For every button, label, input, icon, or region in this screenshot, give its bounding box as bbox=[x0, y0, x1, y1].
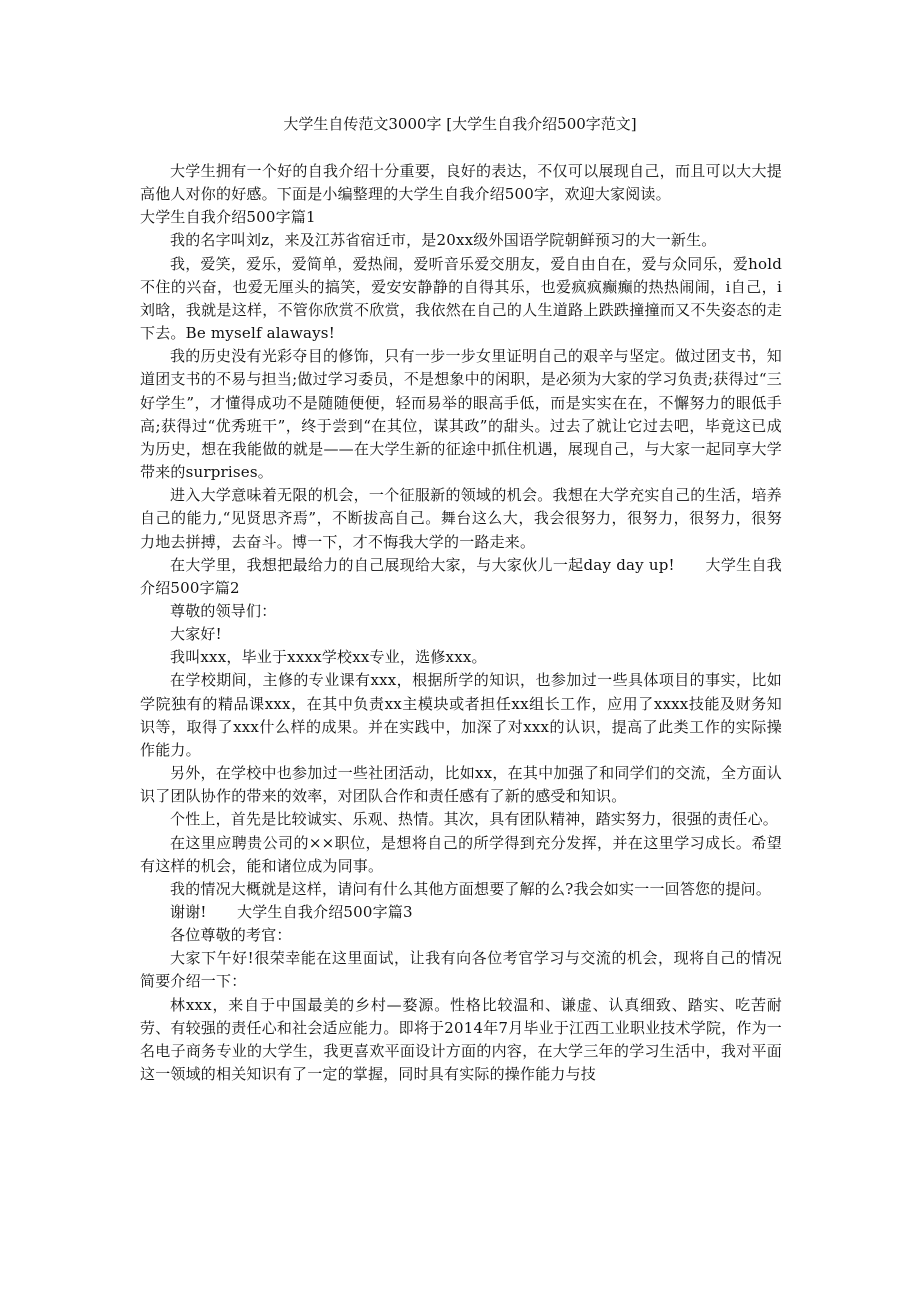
salutation: 各位尊敬的考官： bbox=[170, 926, 292, 945]
document-body bbox=[140, 160, 782, 1086]
paragraph: 进入大学意味着无限的机会，一个征服新的领域的机会。我想在大学充实自己的生活，培养自己的能力,“见贤思齐焉”，不断拔高自己。舞台这么大，我会很努力，很努力，很努力，很努力地去拼搏，去奋斗。博一下，才不悔我大学的一路走来。 bbox=[140, 486, 782, 551]
paragraph: 我的情况大概就是这样，请问有什么其他方面想要了解的么?我会如实一一回答您的提问。 bbox=[170, 879, 772, 898]
paragraph: 我的历史没有光彩夺目的修饰，只有一步一步女里证明自己的艰辛与坚定。做过团支书，知道团支书的不易与担当;做过学习委员，不是想象中的闲职，是必须为大家的学习负责;获得过“三好学生”，才懂得成功不是随随便便，轻而易举的眼高手低，而是实实在在，不懈努力的眼低手高;获得过“优秀班干”，终于尝到“在其位，谋其政”的甜头。过去了就让它过去吧，毕竟这已成为历史，想在我能做的就是——在大学生新的征途中抓住机遇，展现自己，与大家一起同享大学带来的surprises。 bbox=[140, 347, 782, 482]
section-heading: 大学生自我介绍500字篇1 bbox=[140, 208, 316, 227]
paragraph: 我叫xxx，毕业于xxxx学校xx专业，选修xxx。 bbox=[170, 648, 487, 667]
paragraph: 我的名字叫刘z，来及江苏省宿迁市，是20xx级外国语学院朝鲜预习的大一新生。 bbox=[170, 231, 717, 250]
paragraph: 在学校期间，主修的专业课有xxx，根据所学的知识，也参加过一些具体项目的事实，比如学院独有的精品课xxx，在其中负责xx主模块或者担任xx组长工作，应用了xxxx技能及财务知识等，取得了xxx什么样的成果。并在实践中，加深了对xxx的认识，提高了此类工作的实际操作能力。 bbox=[140, 671, 782, 759]
paragraph: 个性上，首先是比较诚实、乐观、热情。其次，具有团队精神，踏实努力，很强的责任心。 bbox=[170, 810, 779, 829]
salutation: 尊敬的领导们： bbox=[170, 601, 277, 620]
document-title: 大学生自传范文3000字 [大学生自我介绍500字范文] bbox=[283, 115, 637, 133]
paragraph: 谢谢! 大学生自我介绍500字篇3 bbox=[170, 903, 413, 921]
paragraph: 大学生拥有一个好的自我介绍十分重要，良好的表达，不仅可以展现自己，而且可以大大提高他人对你的好感。下面是小编整理的大学生自我介绍500字，欢迎大家阅读。 bbox=[140, 162, 782, 204]
greeting: 大家好! bbox=[170, 625, 222, 644]
paragraph: 另外，在学校中也参加过一些社团活动，比如xx，在其中加强了和同学们的交流，全方面认识了团队协作的带来的效率，对团队合作和责任感有了新的感受和知识。 bbox=[140, 764, 782, 806]
paragraph: 大家下午好!很荣幸能在这里面试，让我有向各位考官学习与交流的机会，现将自己的情况简要介绍一下： bbox=[140, 949, 782, 991]
paragraph: 我，爱笑，爱乐，爱简单，爱热闹，爱听音乐爱交朋友，爱自由自在，爱与众同乐，爱hold不住的兴奋，也爱无厘头的搞笑，爱安安静静的自得其乐，也爱疯疯癫癫的热热闹闹，i自己，i刘晗，我就是这样，不管你欣赏不欣赏，我依然在自己的人生道路上跌跌撞撞而又不失姿态的走下去。Be myself alaways! bbox=[140, 254, 782, 343]
paragraph: 在这里应聘贵公司的××职位，是想将自己的所学得到充分发挥，并在这里学习成长。希望有这样的机会，能和诸位成为同事。 bbox=[140, 833, 783, 875]
paragraph: 林xxx，来自于中国最美的乡村—婺源。性格比较温和、谦虚、认真细致、踏实、吃苦耐劳、有较强的责任心和社会适应能力。即将于2014年7月毕业于江西工业职业技术学院，作为一名电子商务专业的大学生，我更喜欢平面设计方面的内容，在大学三年的学习生活中，我对平面这一领域的相关知识有了一定的掌握，同时具有实际的操作能力与技 bbox=[140, 995, 782, 1084]
paragraph: 在大学里，我想把最给力的自己展现给大家，与大家伙儿一起day day up! 大学生自我介绍500字篇2 bbox=[140, 555, 782, 597]
